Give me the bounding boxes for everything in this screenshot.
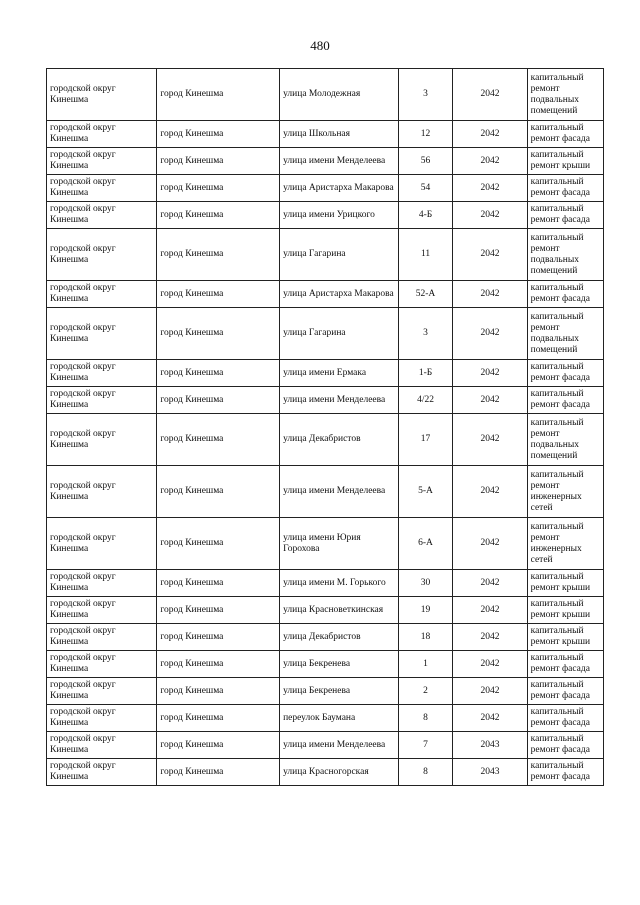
street-cell: улица Бекренева <box>280 678 399 705</box>
year-cell: 2042 <box>453 121 527 148</box>
house-number-cell: 18 <box>398 624 453 651</box>
house-number-cell: 1-Б <box>398 360 453 387</box>
table-row <box>47 759 604 786</box>
year-cell: 2042 <box>453 229 527 281</box>
work-type-cell: капитальный ремонт фасада <box>527 202 603 229</box>
house-number-cell: 7 <box>398 732 453 759</box>
city-cell: город Кинешма <box>157 360 280 387</box>
work-type-cell: капитальный ремонт подвальных помещений <box>527 414 603 466</box>
street-cell: улица имени Менделеева <box>280 387 399 414</box>
street-cell: улица имени Менделеева <box>280 148 399 175</box>
house-number-cell: 56 <box>398 148 453 175</box>
city-cell: город Кинешма <box>157 651 280 678</box>
house-number-cell: 12 <box>398 121 453 148</box>
work-type-cell: капитальный ремонт фасада <box>527 705 603 732</box>
year-cell: 2042 <box>453 148 527 175</box>
table-row <box>47 121 604 148</box>
house-number-cell: 6-А <box>398 518 453 570</box>
table-row <box>47 597 604 624</box>
district-cell: городской округ Кинешма <box>47 202 157 229</box>
city-cell: город Кинешма <box>157 308 280 360</box>
year-cell: 2043 <box>453 759 527 786</box>
house-number-cell: 30 <box>398 570 453 597</box>
district-cell: городской округ Кинешма <box>47 597 157 624</box>
house-number-cell: 5-А <box>398 466 453 518</box>
year-cell: 2043 <box>453 732 527 759</box>
table-row <box>47 414 604 466</box>
year-cell: 2042 <box>453 69 527 121</box>
city-cell: город Кинешма <box>157 678 280 705</box>
street-cell: улица Красногорская <box>280 759 399 786</box>
city-cell: город Кинешма <box>157 202 280 229</box>
table-row <box>47 175 604 202</box>
street-cell: улица имени Менделеева <box>280 732 399 759</box>
house-number-cell: 3 <box>398 69 453 121</box>
district-cell: городской округ Кинешма <box>47 705 157 732</box>
house-number-cell: 1 <box>398 651 453 678</box>
work-type-cell: капитальный ремонт подвальных помещений <box>527 229 603 281</box>
street-cell: улица Красноветкинская <box>280 597 399 624</box>
year-cell: 2042 <box>453 308 527 360</box>
city-cell: город Кинешма <box>157 732 280 759</box>
year-cell: 2042 <box>453 387 527 414</box>
work-type-cell: капитальный ремонт фасада <box>527 175 603 202</box>
street-cell: улица Декабристов <box>280 414 399 466</box>
city-cell: город Кинешма <box>157 624 280 651</box>
street-cell: улица Бекренева <box>280 651 399 678</box>
table-row <box>47 69 604 121</box>
year-cell: 2042 <box>453 202 527 229</box>
house-number-cell: 2 <box>398 678 453 705</box>
house-number-cell: 11 <box>398 229 453 281</box>
house-number-cell: 54 <box>398 175 453 202</box>
year-cell: 2042 <box>453 466 527 518</box>
city-cell: город Кинешма <box>157 705 280 732</box>
street-cell: улица имени Урицкого <box>280 202 399 229</box>
city-cell: город Кинешма <box>157 570 280 597</box>
street-cell: улица Аристарха Макарова <box>280 175 399 202</box>
table-row <box>47 387 604 414</box>
city-cell: город Кинешма <box>157 597 280 624</box>
district-cell: городской округ Кинешма <box>47 387 157 414</box>
table-row <box>47 148 604 175</box>
street-cell: переулок Баумана <box>280 705 399 732</box>
table-row <box>47 202 604 229</box>
city-cell: город Кинешма <box>157 414 280 466</box>
table-row <box>47 732 604 759</box>
year-cell: 2042 <box>453 414 527 466</box>
city-cell: город Кинешма <box>157 229 280 281</box>
house-number-cell: 4/22 <box>398 387 453 414</box>
house-number-cell: 52-А <box>398 281 453 308</box>
table-row <box>47 624 604 651</box>
table-row <box>47 651 604 678</box>
work-type-cell: капитальный ремонт фасада <box>527 360 603 387</box>
table-row <box>47 229 604 281</box>
work-type-cell: капитальный ремонт крыши <box>527 597 603 624</box>
house-number-cell: 8 <box>398 705 453 732</box>
street-cell: улица Аристарха Макарова <box>280 281 399 308</box>
district-cell: городской округ Кинешма <box>47 360 157 387</box>
year-cell: 2042 <box>453 175 527 202</box>
city-cell: город Кинешма <box>157 148 280 175</box>
district-cell: городской округ Кинешма <box>47 678 157 705</box>
district-cell: городской округ Кинешма <box>47 229 157 281</box>
table-row <box>47 678 604 705</box>
house-number-cell: 19 <box>398 597 453 624</box>
street-cell: улица Молодежная <box>280 69 399 121</box>
city-cell: город Кинешма <box>157 518 280 570</box>
street-cell: улица имени Менделеева <box>280 466 399 518</box>
district-cell: городской округ Кинешма <box>47 414 157 466</box>
work-type-cell: капитальный ремонт подвальных помещений <box>527 308 603 360</box>
work-type-cell: капитальный ремонт крыши <box>527 624 603 651</box>
year-cell: 2042 <box>453 570 527 597</box>
table-row <box>47 466 604 518</box>
work-type-cell: капитальный ремонт подвальных помещений <box>527 69 603 121</box>
district-cell: городской округ Кинешма <box>47 148 157 175</box>
table-row <box>47 570 604 597</box>
city-cell: город Кинешма <box>157 759 280 786</box>
year-cell: 2042 <box>453 518 527 570</box>
work-type-cell: капитальный ремонт фасада <box>527 121 603 148</box>
district-cell: городской округ Кинешма <box>47 69 157 121</box>
year-cell: 2042 <box>453 597 527 624</box>
district-cell: городской округ Кинешма <box>47 759 157 786</box>
work-type-cell: капитальный ремонт фасада <box>527 732 603 759</box>
house-number-cell: 4-Б <box>398 202 453 229</box>
table-row <box>47 360 604 387</box>
district-cell: городской округ Кинешма <box>47 175 157 202</box>
year-cell: 2042 <box>453 360 527 387</box>
street-cell: улица Гагарина <box>280 308 399 360</box>
city-cell: город Кинешма <box>157 121 280 148</box>
district-cell: городской округ Кинешма <box>47 651 157 678</box>
city-cell: город Кинешма <box>157 175 280 202</box>
district-cell: городской округ Кинешма <box>47 121 157 148</box>
table-body <box>47 69 604 786</box>
district-cell: городской округ Кинешма <box>47 281 157 308</box>
street-cell: улица имени М. Горького <box>280 570 399 597</box>
street-cell: улица Декабристов <box>280 624 399 651</box>
work-type-cell: капитальный ремонт инженерных сетей <box>527 466 603 518</box>
house-number-cell: 17 <box>398 414 453 466</box>
year-cell: 2042 <box>453 624 527 651</box>
work-type-cell: капитальный ремонт инженерных сетей <box>527 518 603 570</box>
year-cell: 2042 <box>453 651 527 678</box>
table-row <box>47 518 604 570</box>
house-number-cell: 3 <box>398 308 453 360</box>
page-number: 480 <box>310 38 330 53</box>
district-cell: городской округ Кинешма <box>47 732 157 759</box>
work-type-cell: капитальный ремонт фасада <box>527 281 603 308</box>
year-cell: 2042 <box>453 705 527 732</box>
district-cell: городской округ Кинешма <box>47 518 157 570</box>
work-type-cell: капитальный ремонт фасада <box>527 387 603 414</box>
city-cell: город Кинешма <box>157 466 280 518</box>
street-cell: улица Гагарина <box>280 229 399 281</box>
repair-schedule-table <box>46 68 604 786</box>
district-cell: городской округ Кинешма <box>47 466 157 518</box>
city-cell: город Кинешма <box>157 387 280 414</box>
year-cell: 2042 <box>453 678 527 705</box>
work-type-cell: капитальный ремонт крыши <box>527 148 603 175</box>
work-type-cell: капитальный ремонт фасада <box>527 678 603 705</box>
city-cell: город Кинешма <box>157 281 280 308</box>
work-type-cell: капитальный ремонт фасада <box>527 651 603 678</box>
table-row <box>47 281 604 308</box>
street-cell: улица имени Ермака <box>280 360 399 387</box>
table-row <box>47 705 604 732</box>
district-cell: городской округ Кинешма <box>47 624 157 651</box>
year-cell: 2042 <box>453 281 527 308</box>
street-cell: улица имени Юрия Горохова <box>280 518 399 570</box>
work-type-cell: капитальный ремонт крыши <box>527 570 603 597</box>
street-cell: улица Школьная <box>280 121 399 148</box>
city-cell: город Кинешма <box>157 69 280 121</box>
district-cell: городской округ Кинешма <box>47 570 157 597</box>
table-row <box>47 308 604 360</box>
district-cell: городской округ Кинешма <box>47 308 157 360</box>
work-type-cell: капитальный ремонт фасада <box>527 759 603 786</box>
house-number-cell: 8 <box>398 759 453 786</box>
